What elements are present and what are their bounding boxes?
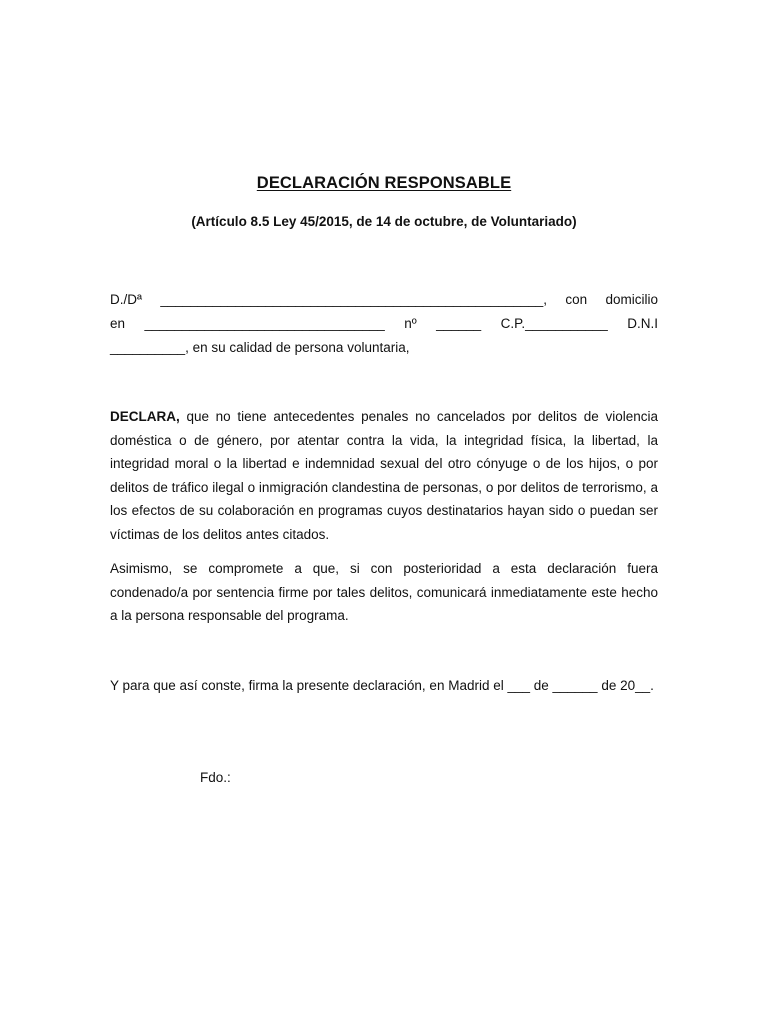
declaration-lead: DECLARA,	[110, 409, 180, 424]
identity-line-dni: __________, en su calidad de persona voluntaria,	[110, 340, 410, 355]
commitment-paragraph	[110, 557, 658, 628]
declaration-paragraph	[110, 405, 658, 546]
commitment-text: Asimismo, se compromete a que, si con posterioridad a esta declaración fuera condenado/a por sentencia firme por tales delitos, comunicará inmediatamente este hecho a la persona responsable del programa.	[110, 561, 658, 623]
signature-label: Fdo.:	[200, 770, 231, 785]
document-subtitle: (Artículo 8.5 Ley 45/2015, de 14 de octubre, de Voluntariado)	[191, 214, 577, 229]
identity-line-address: en ________________________________ nº ______ C.P.___________ D.N.I	[110, 316, 658, 331]
document-title: DECLARACIÓN RESPONSABLE	[256, 174, 512, 192]
closing-paragraph	[110, 674, 658, 698]
declaration-body: que no tiene antecedentes penales no cancelados por delitos de violencia doméstica o de género, por atentar contra la vida, la integridad física, la libertad, la integridad moral o la libertad e indemnidad sexual del otro cónyuge o de los hijos, o por delitos de tráfico ilegal o inmigración clandestina de personas, o por delitos de terrorismo, a los efectos de su colaboración en programas cuyos destinatarios hayan sido o puedan ser víctimas de los delitos antes citados.	[110, 409, 658, 542]
identity-line-name: D./Dª ___________________________________________________, con domicilio	[110, 292, 658, 307]
closing-text: Y para que así conste, firma la presente declaración, en Madrid el ___ de ______ de 20__.	[110, 678, 654, 693]
